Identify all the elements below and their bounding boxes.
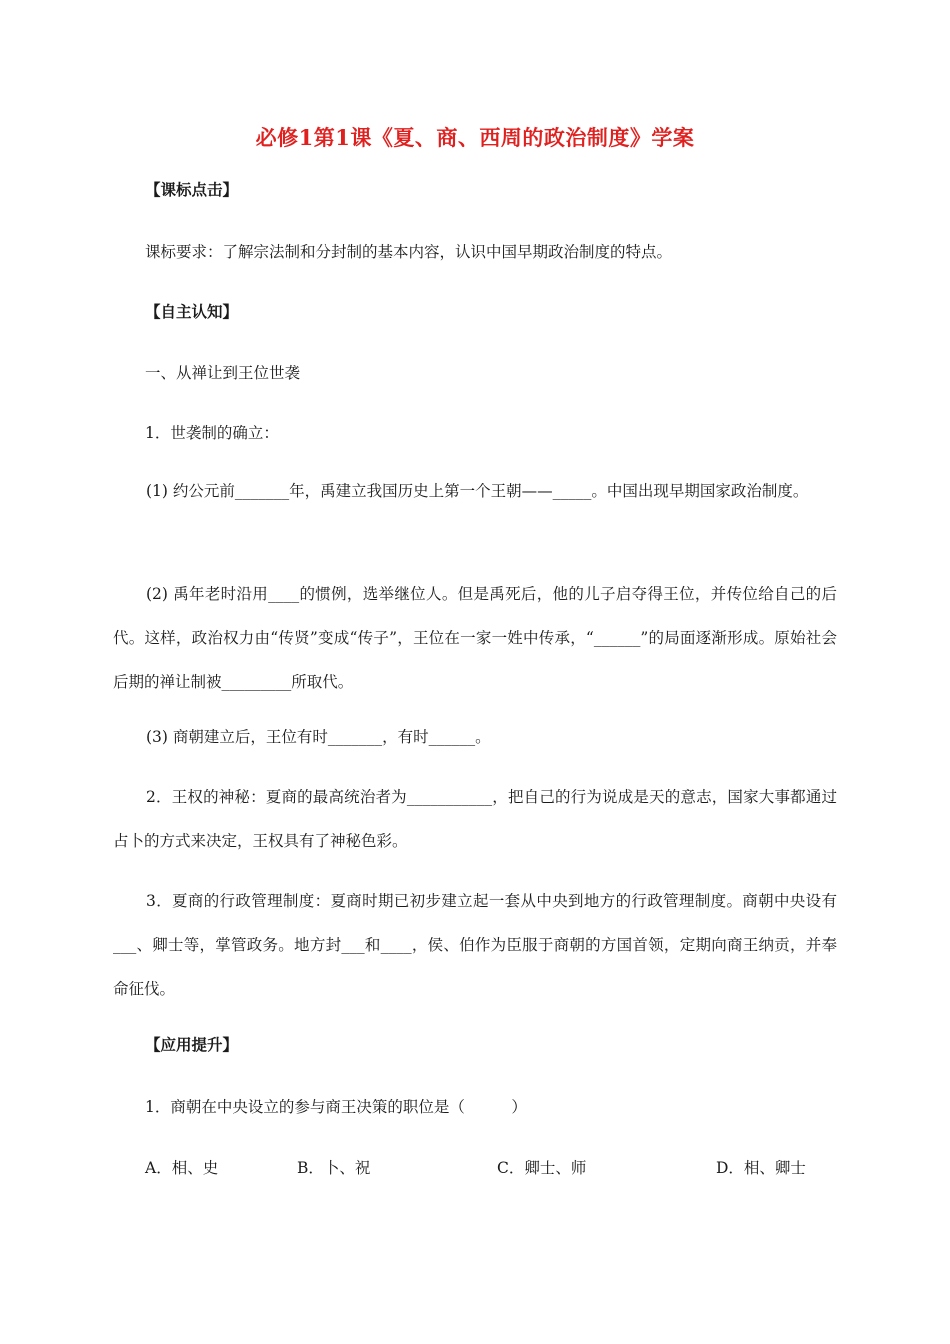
item1-heading: 1．世袭制的确立： <box>145 424 279 442</box>
self-study-header: 【自主认知】 <box>145 302 239 321</box>
standards-header: 【课标点击】 <box>145 180 239 199</box>
standards-text: 课标要求：了解宗法制和分封制的基本内容，认识中国早期政治制度的特点。 <box>145 243 673 261</box>
part1-heading: 一、从禅让到王位世袭 <box>145 364 301 382</box>
option-b: B．卜、祝 <box>297 1159 371 1177</box>
item3-paragraph: 3．夏商的行政管理制度：夏商时期已初步建立起一套从中央到地方的行政管理制度。商朝中央设有___、卿士等，掌管政务。地方封___和____，侯、伯作为臣服于商朝的方国首领，定期向商王纳贡，并奉命征伐。 <box>113 892 837 998</box>
question-1: 1．商朝在中央设立的参与商王决策的职位是（ ） <box>145 1098 527 1116</box>
item1-paragraph-3: (3) 商朝建立后，王位有时_______，有时______。 <box>146 728 491 746</box>
option-c: C．卿士、师 <box>497 1159 587 1177</box>
application-header: 【应用提升】 <box>145 1035 239 1054</box>
item1-paragraph-1: (1) 约公元前_______年，禹建立我国历史上第一个王朝——_____。中国出现早期国家政治制度。 <box>146 482 809 500</box>
option-d: D．相、卿士 <box>716 1159 806 1177</box>
option-a: A．相、史 <box>145 1159 219 1177</box>
item2-paragraph: 2．王权的神秘：夏商的最高统治者为___________，把自己的行为说成是天的意志，国家大事都通过占卜的方式来决定，王权具有了神秘色彩。 <box>113 788 837 850</box>
document-title: 必修1第1课《夏、商、西周的政治制度》学案 <box>255 125 695 150</box>
item1-paragraph-2: (2) 禹年老时沿用____的惯例，选举继位人。但是禹死后，他的儿子启夺得王位，并传位给自己的后代。这样，政治权力由“传贤”变成“传子”，王位在一家一姓中传承，“______”的局面逐渐形成。原始社会后期的禅让制被_________所取代。 <box>113 585 837 691</box>
